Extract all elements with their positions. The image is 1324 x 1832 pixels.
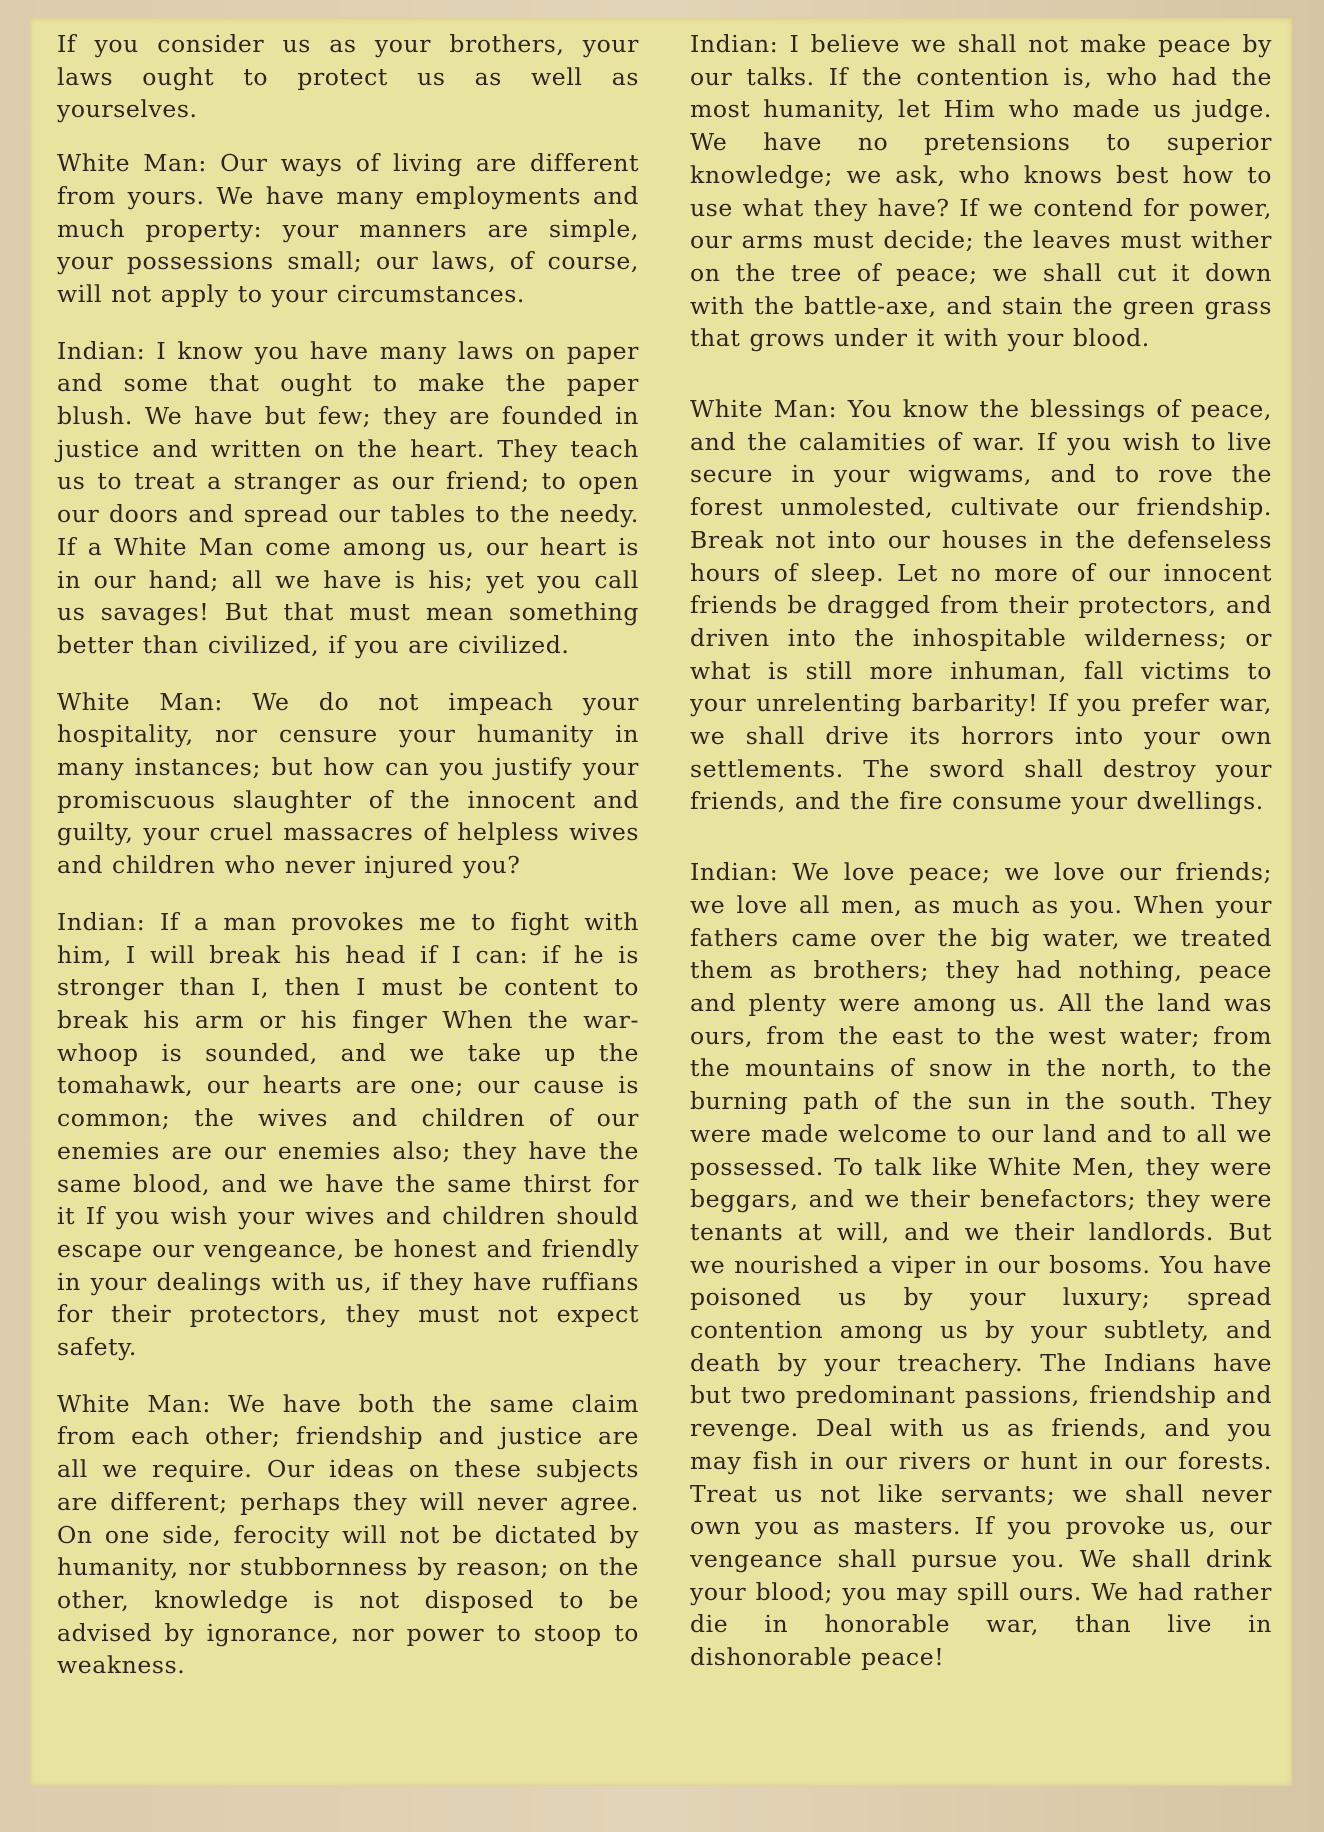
paragraph-indian-laws-on-paper: Indian: I know you have many laws on paper and some that ought to make the paper blush. We have but few; they are founded in justice and written on the heart. They teach us to treat a stranger as our friend; to open our doors and spread our tables to the needy. If a White Man come among us, our heart is in our hand; all we have is his; yet you call us savages! But that must mean something better than civilized, if you are civilized. [57,336,639,659]
paragraph-indian-love-peace: Indian: We love peace; we love our friends; we love all men, as much as you. When your fathers came over the big water, we treated them as brothers; they had nothing, peace and plenty were among us. All the land was ours, from the east to the west water; from the mountains of snow in the north, to the burning path of the sun in the south. They were made welcome to our land and to all we possessed. To talk like White Men, they were beggars, and we their benefactors; they were tenants at will, and we their landlords. But we nourished a viper in our bosoms. You have poisoned us by your luxury; spread contention among us by your subtlety, and death by your treachery. The Indians have but two predominant passions, friendship and revenge. Deal with us as friends, and you may fish in our rivers or hunt in our forests. Treat us not like servants; we shall never own you as masters. If you provoke us, our vengeance shall pursue you. We shall drink your blood; you may spill ours. We had rather die in honorable war, than live in dishonorable peace! [690,858,1272,1672]
paragraph-white-man-hospitality: White Man: We do not impeach your hospitality, nor censure your humanity in many instances; but how can you justify your promiscuous slaughter of the innocent and guilty, your cruel massacres of helpless wives and children who never injured you? [57,687,639,880]
right-column [690,28,1272,1674]
paragraph-white-man-same-claim: White Man: We have both the same claim from each other; friendship and justice are all we require. Our ideas on these subjects are different; perhaps they will never agree. On one side, ferocity will not be dictated by humanity, nor stubbornness by reason; on the other, knowledge is not disposed to be advised by ignorance, nor power to stoop to weakness. [57,1389,639,1680]
paragraph-indian-war-whoop: Indian: If a man provokes me to fight with him, I will break his head if I can: if he is stronger than I, then I must be content to break his arm or his finger When the war-whoop is sounded, and we take up the tomahawk, our hearts are one; our cause is common; the wives and children of our enemies are our enemies also; they have the same blood, and we have the same thirst for it If you wish your wives and children should escape our vengeance, be honest and friendly in your dealings with us, if they have ruffians for their protectors, they must not expect safety. [57,907,639,1362]
left-column [57,28,639,1682]
paragraph-white-man-blessings-of-peace: White Man: You know the blessings of peace, and the calamities of war. If you wish to live secure in your wigwams, and to rove the forest unmolested, cultivate our friendship. Break not into our houses in the defenseless hours of sleep. Let no more of our innocent friends be dragged from their protectors, and driven into the inhospitable wilderness; or what is still more inhuman, fall victims to your unrelenting barbarity! If you prefer war, we shall drive its horrors into your own settlements. The sword shall destroy your friends, and the fire consume your dwellings. [690,395,1272,816]
paragraph-brothers-laws: If you consider us as your brothers, your laws ought to protect us as well as yourselves. [57,30,639,124]
paragraph-white-man-ways-of-living: White Man: Our ways of living are different from yours. We have many employments and much property: your manners are simple, your possessions small; our laws, of course, will not apply to your circumstances. [57,149,639,308]
paragraph-indian-peace-talks: Indian: I believe we shall not make peace by our talks. If the contention is, who had the most humanity, let Him who made us judge. We have no pretensions to superior knowledge; we ask, who knows best how to use what they have? If we contend for power, our arms must decide; the leaves must wither on the tree of peace; we shall cut it down with the battle-axe, and stain the green grass that grows under it with your blood. [690,30,1272,353]
